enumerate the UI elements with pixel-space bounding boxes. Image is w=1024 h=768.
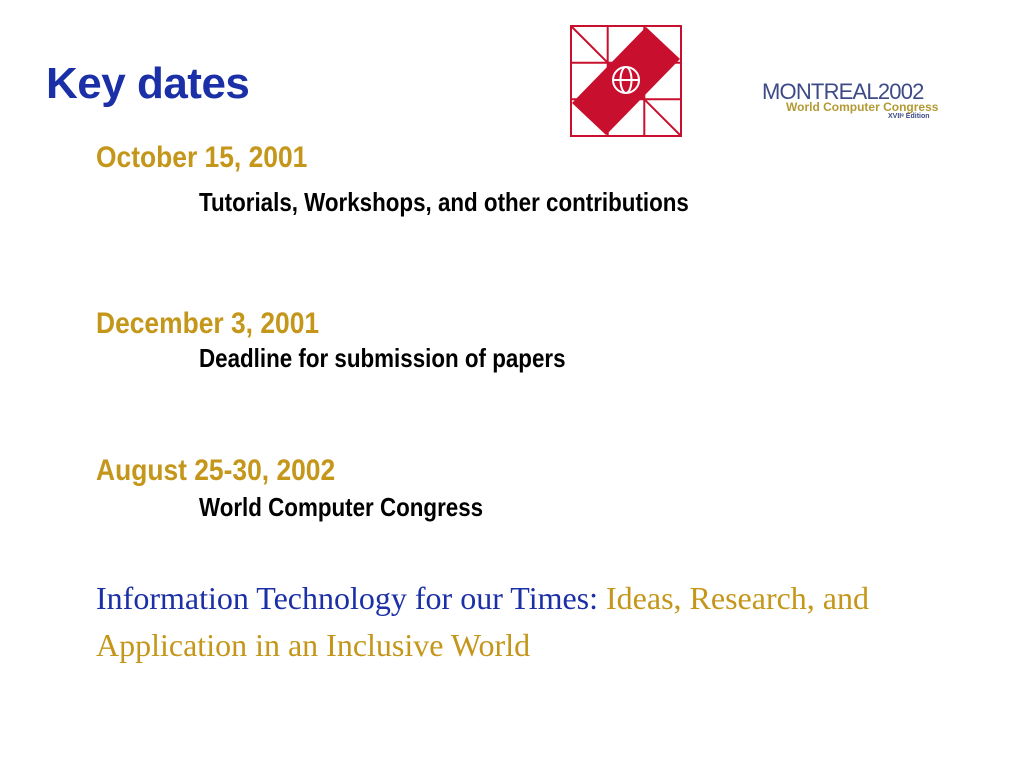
montreal-2002-logo [762,80,958,124]
date-description: Deadline for submission of papers [199,343,566,373]
logo-edition: XVIIᵉ Edition [888,113,930,120]
date-heading: August 25-30, 2002 [96,454,336,487]
logo-main-text: MONTREAL2002 [762,79,924,104]
logo-subtitle: World Computer Congress [786,100,939,114]
ifip-emblem-icon [570,25,682,137]
tagline-lead: Information Technology for our Times: [96,580,607,616]
tagline [96,575,916,669]
date-heading: December 3, 2001 [96,307,320,340]
date-heading: October 15, 2001 [96,141,308,174]
tagline-accent: Ideas, Research, and Application in an Inclusive World [96,580,869,663]
page-title: Key dates [46,59,250,108]
date-description: World Computer Congress [199,492,484,522]
date-description: Tutorials, Workshops, and other contributions [199,187,689,217]
